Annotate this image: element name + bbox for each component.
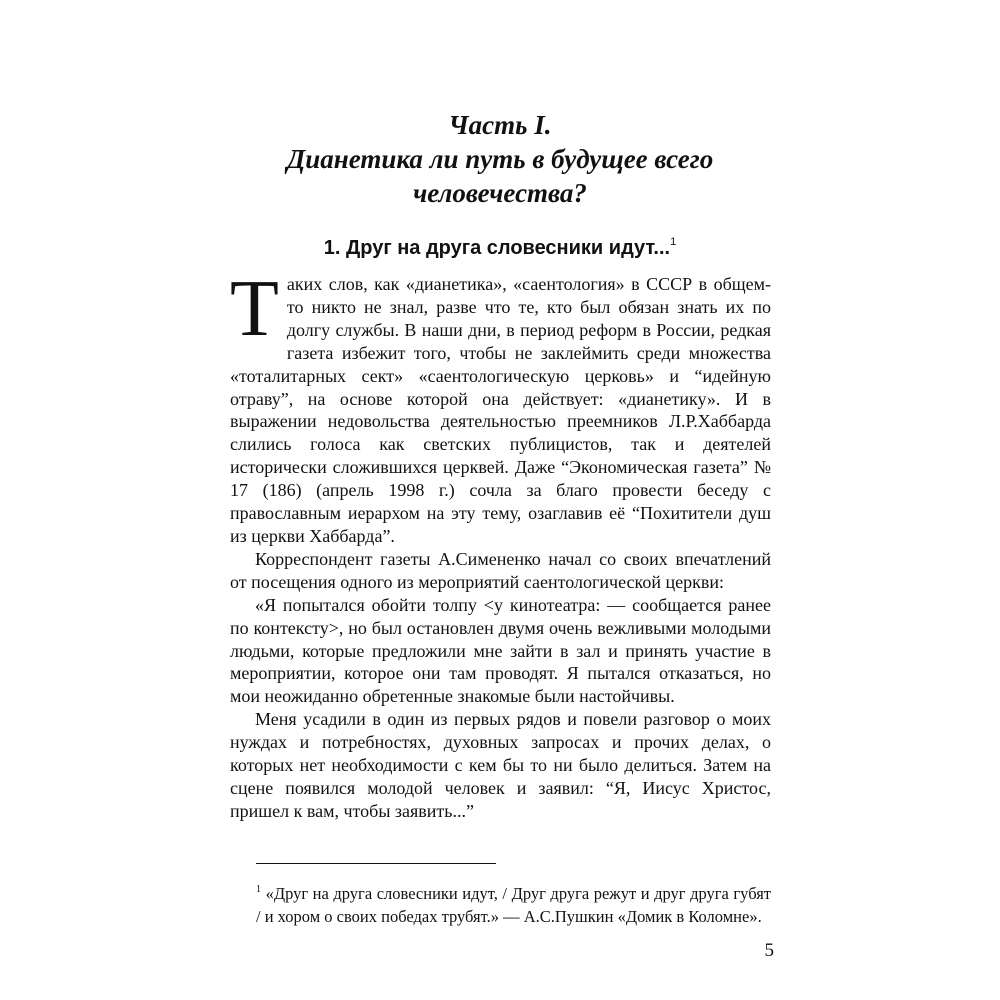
body-text <box>230 265 771 823</box>
footnote-reference[interactable]: 1 <box>670 236 677 248</box>
paragraph-4-quote: Меня усадили в один из первых рядов и повели разговор о моих нуждах и потребностях, духовных запросах и прочих делах, о которых нет необходимости с кем бы то ни было делиться. Затем на сцене появился молодой человек и заявил: “Я, Иисус Христос, пришел к вам, чтобы заявить...” <box>230 709 771 821</box>
drop-cap: Т <box>230 265 279 353</box>
paragraph-1-text: аких слов, как «дианетика», «саентология» в СССР в общем-то никто не знал, разве что те, кто был обязан знать их по долгу службы. В наши дни, в период реформ в России, редкая газета избежит того, чтобы не заклеймить среди множества «тоталитарных сект» «саентологическую церковь» и “идейную отраву”, на основе которой она действует: «дианетику». И в выражении недовольства деятельностью преемников Л.Р.Хаббарда слились голоса как светских публицистов, так и деятелей исторически сложившихся церквей. Даже “Экономическая газета” № 17 (186) (апрель 1998 г.) сочла за благо провести беседу с православным иерархом на эту тему, озаглавив её “Похитители душ из церкви Хаббарда”. <box>230 274 771 546</box>
paragraph-2: Корреспондент газеты А.Симененко начал со своих впечатлений от посещения одного из мероприятий саентологической церкви: <box>230 548 771 592</box>
part-title <box>200 108 800 210</box>
footnote-number: 1 <box>256 884 261 895</box>
part-title-line-3: человечества? <box>413 178 587 208</box>
page-number: 5 <box>764 940 774 961</box>
part-title-line-2: Дианетика ли путь в будущее всего <box>286 144 714 174</box>
paragraph-3-quote: «Я попытался обойти толпу <у кинотеатра: — сообщается ранее по контексту>, но был остановлен двумя очень вежливыми молодыми людьми, которые предложили мне зайти в зал и принять участие в мероприятии, которое они там проводят. Я пытался отказаться, но мои неожиданно обретенные знакомые были настойчивы. <box>230 594 771 707</box>
paragraph-1 <box>230 265 771 548</box>
footnote <box>256 878 771 928</box>
chapter-title-text: 1. Друг на друга словесники идут... <box>323 237 671 259</box>
part-title-line-1: Часть I. <box>448 110 552 140</box>
chapter-title <box>200 229 800 261</box>
footnote-divider <box>256 863 496 864</box>
footnote-text: «Друг на друга словесники идут, / Друг друга режут и друг друга губят / и хором о своих победах трубят.» — А.С.Пушкин «Домик в Коломне». <box>256 884 772 926</box>
